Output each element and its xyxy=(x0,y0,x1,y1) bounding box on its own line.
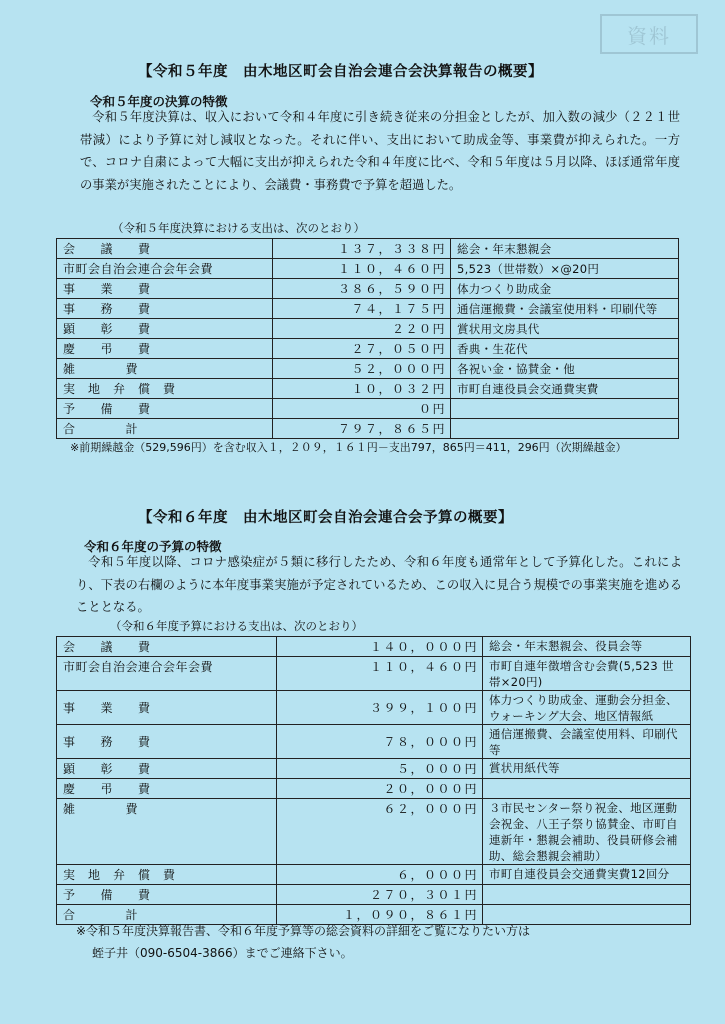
table-row xyxy=(57,279,679,299)
row-item: 合 計 xyxy=(57,419,273,439)
row-item: 雑 費 xyxy=(57,359,273,379)
row-note: 賞状用紙代等 xyxy=(483,759,691,779)
row-note: 通信運搬費・会議室使用料・印刷代等 xyxy=(451,299,679,319)
row-amount: ５２，０００円 xyxy=(273,359,451,379)
table-row xyxy=(57,637,691,657)
table-row xyxy=(57,379,679,399)
row-item: 顕 彰 費 xyxy=(57,759,277,779)
table-row-total xyxy=(57,419,679,439)
row-note: 香典・生花代 xyxy=(451,339,679,359)
row-item: 市町会自治会連合会年会費 xyxy=(57,657,277,691)
row-item: 事 務 費 xyxy=(57,725,277,759)
row-item: 市町会自治会連合会年会費 xyxy=(57,259,273,279)
table-row xyxy=(57,725,691,759)
section1-title: 【令和５年度 由木地区町会自治会連合会決算報告の概要】 xyxy=(138,64,543,80)
row-amount: ０円 xyxy=(273,399,451,419)
row-amount: １０，０３２円 xyxy=(273,379,451,399)
row-item: 雑 費 xyxy=(57,799,277,865)
table-row xyxy=(57,799,691,865)
row-note: 市町自連役員会交通費実費 xyxy=(451,379,679,399)
row-amount: ２７０，３０１円 xyxy=(277,885,483,905)
row-item: 会 議 費 xyxy=(57,239,273,259)
row-note: 総会・年末懇親会、役員会等 xyxy=(483,637,691,657)
row-amount: ２２０円 xyxy=(273,319,451,339)
row-amount: ３８６，５９０円 xyxy=(273,279,451,299)
row-item: 予 備 費 xyxy=(57,399,273,419)
table-row xyxy=(57,759,691,779)
row-amount: １３７，３３８円 xyxy=(273,239,451,259)
row-item: 合 計 xyxy=(57,905,277,925)
row-amount: ６，０００円 xyxy=(277,865,483,885)
table-row xyxy=(57,319,679,339)
table-row xyxy=(57,339,679,359)
row-note: 体力つくり助成金 xyxy=(451,279,679,299)
row-amount: １，０９０，８６１円 xyxy=(277,905,483,925)
row-amount: １１０，４６０円 xyxy=(273,259,451,279)
carryover-note: ※前期繰越金（529,596円）を含む収入１，２０９，１６１円－支出797，865円＝411，296円（次期繰越金） xyxy=(70,441,627,454)
table-row xyxy=(57,259,679,279)
table-row xyxy=(57,691,691,725)
row-amount: ２０，０００円 xyxy=(277,779,483,799)
row-note: 通信運搬費、会議室使用料、印刷代等 xyxy=(483,725,691,759)
row-amount: １１０，４６０円 xyxy=(277,657,483,691)
row-amount: ６２，０００円 xyxy=(277,799,483,865)
row-item: 事 業 費 xyxy=(57,279,273,299)
row-note: 総会・年末懇親会 xyxy=(451,239,679,259)
section2-caption: （令和６年度予算における支出は、次のとおり） xyxy=(110,619,363,633)
row-item: 実 地 弁 償 費 xyxy=(57,379,273,399)
contact-line-1: ※令和５年度決算報告書、令和６年度予算等の総会資料の詳細をご覧になりたい方は xyxy=(76,924,531,938)
table-row xyxy=(57,657,691,691)
row-item: 事 業 費 xyxy=(57,691,277,725)
table-row xyxy=(57,399,679,419)
table-row xyxy=(57,885,691,905)
section1-caption: （令和５年度決算における支出は、次のとおり） xyxy=(112,221,365,235)
row-note: ３市民センター祭り祝金、地区運動会祝金、八王子祭り協賛金、市町自連新年・懇親会補助、役員研修会補助、総会懇親会補助） xyxy=(483,799,691,865)
row-item: 会 議 費 xyxy=(57,637,277,657)
row-item: 実 地 弁 償 費 xyxy=(57,865,277,885)
row-item: 事 務 費 xyxy=(57,299,273,319)
section1-paragraph: 令和５年度決算は、収入において令和４年度に引き続き従来の分担金としたが、加入数の減少（２２１世帯減）により予算に対し減収となった。それに伴い、支出において助成金等、事業費が抑えられた。一方で、コロナ自粛によって大幅に支出が抑えられた令和４年度に比べ、令和５年度は５月以降、ほぼ通常年度の事業が実施されたことにより、会議費・事務費で予算を超過した。 xyxy=(80,110,680,192)
row-amount: ７９７，８６５円 xyxy=(273,419,451,439)
table-row xyxy=(57,865,691,885)
budget-table xyxy=(56,636,691,925)
row-note xyxy=(483,885,691,905)
row-amount: ３９９，１００円 xyxy=(277,691,483,725)
section2-title: 【令和６年度 由木地区町会自治会連合会予算の概要】 xyxy=(138,510,513,526)
row-amount: １４０，０００円 xyxy=(277,637,483,657)
row-amount: ２７，０５０円 xyxy=(273,339,451,359)
row-note: 市町自連役員会交通費実費12回分 xyxy=(483,865,691,885)
table-row xyxy=(57,359,679,379)
document-stamp: 資料 xyxy=(600,14,698,54)
row-note: 5,523（世帯数）×@20円 xyxy=(451,259,679,279)
table-row xyxy=(57,299,679,319)
table-row xyxy=(57,779,691,799)
row-item: 予 備 費 xyxy=(57,885,277,905)
table-row xyxy=(57,239,679,259)
row-note xyxy=(451,399,679,419)
row-amount: ７８，０００円 xyxy=(277,725,483,759)
section2-paragraph: 令和５年度以降、コロナ感染症が５類に移行したため、令和６年度も通常年として予算化した。これにより、下表の右欄のように本年度事業実施が予定されているため、この収入に見合う規模での事業実施を進めることとなる。 xyxy=(76,555,682,614)
row-note: 体力つくり助成金、運動会分担金、ウォーキング大会、地区情報紙 xyxy=(483,691,691,725)
row-item: 慶 弔 費 xyxy=(57,339,273,359)
row-note: 各祝い金・協賛金・他 xyxy=(451,359,679,379)
row-amount: ７４，１７５円 xyxy=(273,299,451,319)
row-item: 慶 弔 費 xyxy=(57,779,277,799)
row-note: 賞状用文房具代 xyxy=(451,319,679,339)
row-note: 市町自連年徴増含む会費(5,523 世帯×20円) xyxy=(483,657,691,691)
section1-subheading: 令和５年度の決算の特徴 xyxy=(90,94,228,109)
section2-subheading: 令和６年度の予算の特徴 xyxy=(84,539,222,554)
row-note xyxy=(483,779,691,799)
settlement-table xyxy=(56,238,679,439)
row-note xyxy=(451,419,679,439)
contact-line-2: 蛭子井（090-6504-3866）までご連絡下さい。 xyxy=(92,946,353,960)
row-amount: ５，０００円 xyxy=(277,759,483,779)
row-item: 顕 彰 費 xyxy=(57,319,273,339)
